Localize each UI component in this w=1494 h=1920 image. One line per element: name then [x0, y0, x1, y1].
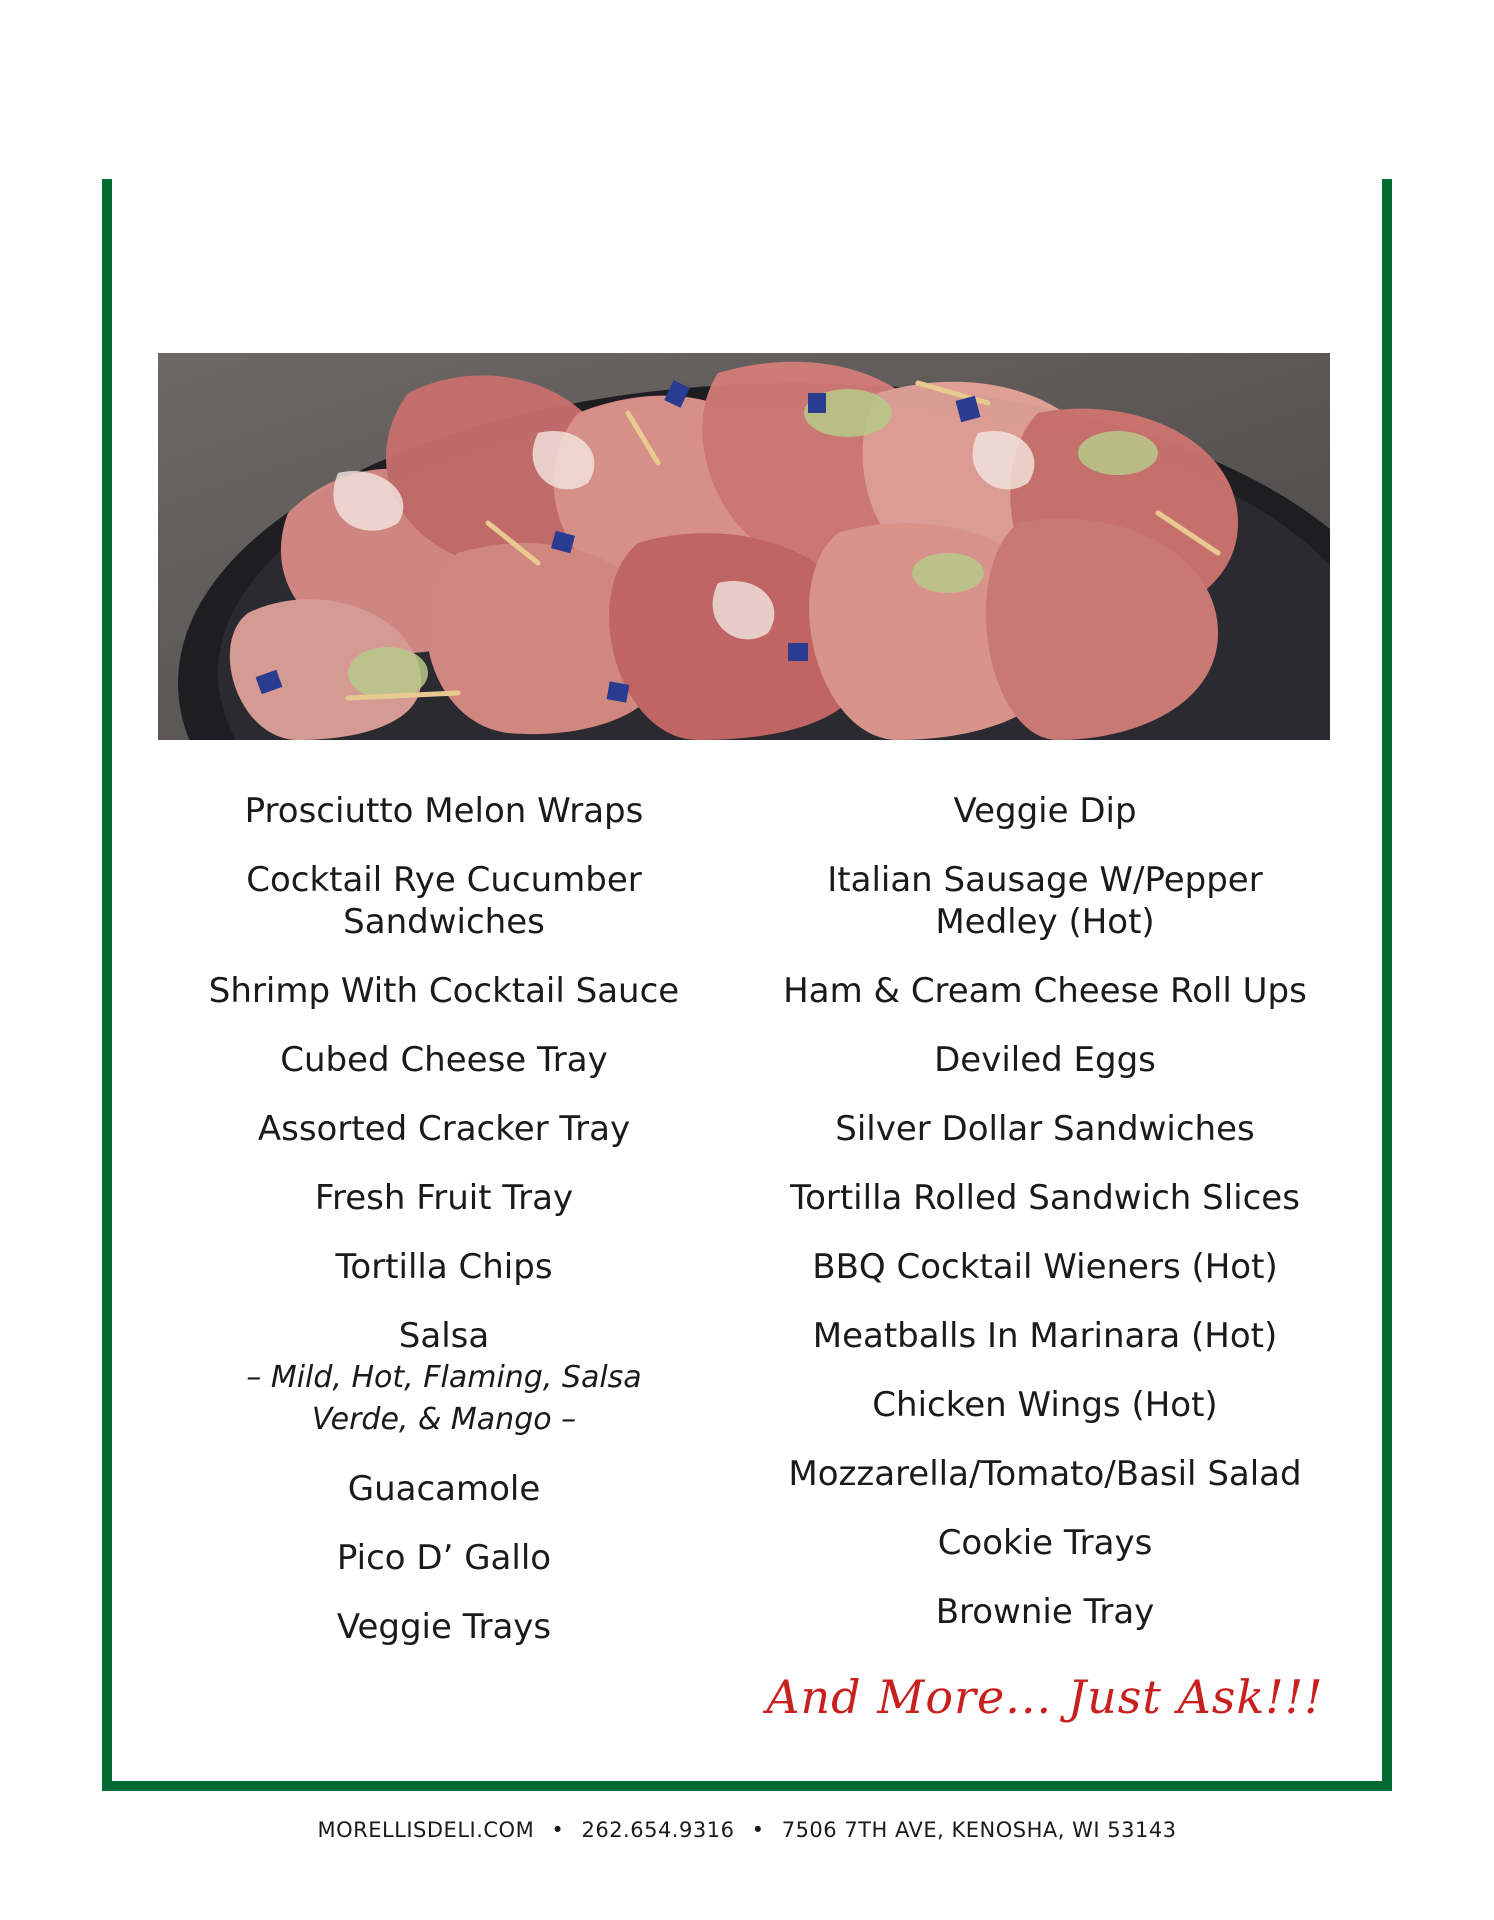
- menu-item: Ham & Cream Cheese Roll Ups: [783, 971, 1307, 1011]
- menu-item: Brownie Tray: [935, 1592, 1155, 1632]
- menu-column-left: [170, 790, 718, 1675]
- menu-item: Deviled Eggs: [934, 1040, 1156, 1080]
- appetizer-photo: [158, 353, 1330, 740]
- menu-item: Prosciutto Melon Wraps: [244, 791, 644, 831]
- menu-item: Tortilla Rolled Sandwich Slices: [790, 1178, 1300, 1218]
- menu-item: Guacamole: [347, 1469, 541, 1509]
- menu-item: BBQ Cocktail Wieners (Hot): [812, 1247, 1278, 1287]
- menu-item: Fresh Fruit Tray: [314, 1178, 574, 1218]
- footer-separator: •: [551, 1818, 565, 1842]
- menu-item: Italian Sausage W/Pepper Medley (Hot): [827, 860, 1263, 942]
- menu-item: Veggie Trays: [336, 1607, 552, 1647]
- menu-item: Pico D’ Gallo: [336, 1538, 552, 1578]
- footer-separator: •: [751, 1818, 765, 1842]
- footer-phone[interactable]: 262.654.9316: [581, 1818, 735, 1842]
- menu-item: Mozzarella/Tomato/Basil Salad: [788, 1454, 1302, 1494]
- menu-item: Tortilla Chips: [335, 1247, 553, 1287]
- page-title: APPETIZERS: [156, 208, 520, 291]
- menu-item: Veggie Dip: [953, 791, 1137, 831]
- footer-website[interactable]: MORELLISDELI.COM: [317, 1818, 535, 1842]
- menu-item-note: – Mild, Hot, Flaming, Salsa Verde, & Mango –: [246, 1360, 642, 1437]
- menu-item: Shrimp With Cocktail Sauce: [208, 971, 680, 1011]
- footer-address: 7506 7TH AVE, KENOSHA, WI 53143: [781, 1818, 1177, 1842]
- menu-item: Meatballs In Marinara (Hot): [812, 1316, 1278, 1356]
- menu-item: Cubed Cheese Tray: [280, 1040, 608, 1080]
- prosciutto-image: [158, 353, 1330, 740]
- menu-column-right: [760, 790, 1330, 1660]
- menu-item: Assorted Cracker Tray: [257, 1109, 631, 1149]
- menu-item-name: Salsa: [398, 1316, 490, 1356]
- tagline: And More... Just Ask!!!: [766, 1670, 1324, 1724]
- menu-item: Silver Dollar Sandwiches: [835, 1109, 1255, 1149]
- menu-item: Cocktail Rye Cucumber Sandwiches: [246, 860, 642, 942]
- menu-item: Chicken Wings (Hot): [872, 1385, 1218, 1425]
- menu-item-salsa: [170, 1315, 718, 1441]
- menu-item: Cookie Trays: [937, 1523, 1153, 1563]
- footer-contact: [0, 1818, 1494, 1842]
